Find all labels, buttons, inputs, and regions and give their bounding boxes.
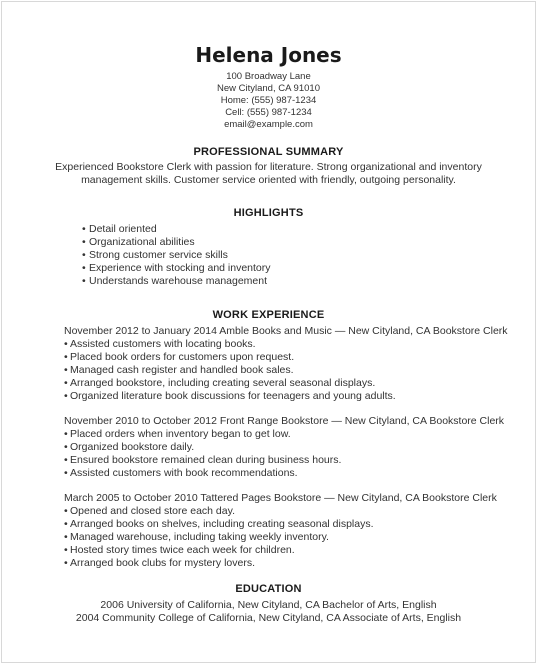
list-item: • Hosted story times twice each week for children.: [64, 544, 535, 557]
list-item: • Arranged books on shelves, including creating seasonal displays.: [64, 518, 535, 531]
candidate-name: Helena Jones: [195, 43, 342, 67]
highlights-section: [2, 206, 535, 288]
job-entry: [2, 492, 535, 570]
list-item: • Organizational abilities: [82, 236, 535, 249]
resume-page: [1, 1, 536, 663]
list-item: • Arranged bookstore, including creating several seasonal displays.: [64, 377, 535, 390]
summary-text: Experienced Bookstore Clerk with passion for literature. Strong organizational and inventory management skills. Customer service oriented with friendly, outgoing personality.: [55, 161, 482, 186]
job-heading: November 2010 to October 2012 Front Range Bookstore — New Cityland, CA Bookstore Clerk: [64, 415, 505, 427]
list-item: • Opened and closed store each day.: [64, 505, 535, 518]
list-item: • Placed orders when inventory began to get low.: [64, 428, 535, 441]
duties-list: [64, 338, 535, 403]
job-entry: [2, 325, 535, 403]
list-item: • Understands warehouse management: [82, 275, 535, 288]
list-item: • Detail oriented: [82, 223, 535, 236]
highlights-heading: HIGHLIGHTS: [233, 207, 304, 219]
job-heading: November 2012 to January 2014 Amble Books and Music — New Cityland, CA Bookstore Clerk: [64, 325, 508, 337]
job-heading: March 2005 to October 2010 Tattered Pages Bookstore — New Cityland, CA Bookstore Clerk: [64, 492, 497, 504]
cell-phone: Cell: (555) 987-1234: [225, 107, 312, 118]
list-item: • Assisted customers with locating books.: [64, 338, 535, 351]
education-entry: 2006 University of California, New Cityland, CA Bachelor of Arts, English: [100, 599, 437, 611]
list-item: • Arranged book clubs for mystery lovers.: [64, 557, 535, 570]
list-item: • Assisted customers with book recommendations.: [64, 467, 535, 480]
resume-header: [2, 2, 535, 131]
education-entry: 2004 Community College of California, New Cityland, CA Associate of Arts, English: [75, 612, 462, 624]
duties-list: [64, 505, 535, 570]
experience-section: [2, 308, 535, 570]
list-item: • Strong customer service skills: [82, 249, 535, 262]
address-line-2: New Cityland, CA 91010: [217, 83, 320, 94]
list-item: • Managed warehouse, including taking weekly inventory.: [64, 531, 535, 544]
list-item: • Experience with stocking and inventory: [82, 262, 535, 275]
home-phone: Home: (555) 987-1234: [220, 95, 317, 106]
education-section: [2, 582, 535, 625]
highlights-list: [2, 223, 535, 288]
list-item: • Placed book orders for customers upon request.: [64, 351, 535, 364]
duties-list: [64, 428, 535, 480]
list-item: • Organized bookstore daily.: [64, 441, 535, 454]
education-heading: EDUCATION: [235, 583, 302, 595]
list-item: • Organized literature book discussions for teenagers and young adults.: [64, 390, 535, 403]
list-item: • Managed cash register and handled book sales.: [64, 364, 535, 377]
experience-heading: WORK EXPERIENCE: [212, 309, 325, 321]
job-entry: [2, 415, 535, 480]
address-line-1: 100 Broadway Lane: [226, 71, 311, 82]
summary-section: [2, 145, 535, 187]
summary-heading: PROFESSIONAL SUMMARY: [193, 146, 344, 158]
email-address: email@example.com: [224, 119, 313, 130]
list-item: • Ensured bookstore remained clean during business hours.: [64, 454, 535, 467]
